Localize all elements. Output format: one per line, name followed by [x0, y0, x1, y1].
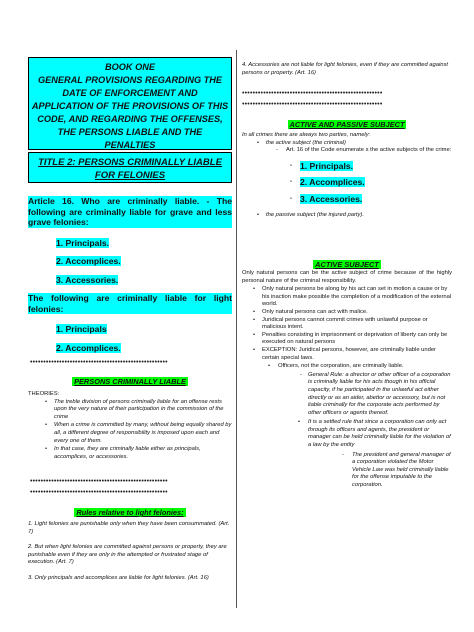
active-subject-item: • the active subject (the criminal): [254, 140, 452, 148]
president-note-item: - The president and general manager of a corporation violated the Motor Vehicle Law was held criminally liable for the offense imputable to the corporation.: [342, 451, 451, 489]
heading-line: APPLICATION OF THE PROVISIONS OF THIS: [31, 101, 229, 111]
list-item: 2. Accomplices.: [300, 177, 365, 188]
section-title-persons-criminally-liable: PERSONS CRIMINALLY LIABLE: [74, 377, 186, 386]
rule-item: 4. Accessories are not liable for light felonies, even if they are committed against persons or property. (Art. 16): [242, 62, 449, 76]
theories-block: [28, 391, 232, 461]
theory-bullet: • When a crime is committed by many, without being equally shared by all, a different degree of responsibility is imposed upon each and every one of them.: [42, 422, 232, 445]
left-column: [28, 0, 232, 632]
officers-item: • Officers, not the corporation, are criminally liable.: [268, 363, 404, 370]
general-rule-item: - General Rule: a director or other officer of a corporation is criminally liable for his acts though in his official capacity, if he participated in the unlawful act either directly or as an aider, abettor or accessory, but is not liable criminally for the corporate acts performed by other officers or agents thereof.: [300, 371, 451, 416]
natural-persons-paragraph: Only natural persons can be the active subject of crime because of the highly personal nature of the criminal responsibility.: [242, 270, 452, 284]
heading-line: DATE OF ENFORCEMENT AND: [62, 88, 198, 98]
theories-label: THEORIES:: [28, 391, 60, 397]
heading-line: BOOK ONE: [104, 62, 156, 72]
heading-line: THE PERSONS LIABLE AND THE PENALTIES: [57, 127, 203, 150]
list-item: 1. Principals.: [56, 237, 110, 248]
passive-subject-item: • the passive subject (the injured party).: [254, 212, 452, 220]
dotted-separator: •••••••••••••••••••••••••••••••••••••••••••••••••••••: [242, 90, 383, 97]
dotted-separator: ••••••••••••••••••••••••••••••••••••••••••••••••••••: [30, 478, 168, 485]
list-item: 2. Accomplices.: [56, 342, 121, 353]
column-divider: [236, 50, 237, 608]
list-item: 3. Accessories.: [56, 274, 119, 285]
heading-line: CODE, AND REGARDING THE OFFENSES,: [37, 114, 223, 124]
dotted-separator: ••••••••••••••••••••••••••••••••••••••••••••••••••••: [30, 359, 168, 366]
natural-bullet: • Penalties consisting in imprisonment or deprivation of liberty can only be executed on natural persons: [250, 332, 452, 347]
title-2-text: TITLE 2: PERSONS CRIMINALLY LIABLE FOR FELONIES: [38, 157, 222, 181]
list-item: 2. Accomplices.: [56, 256, 121, 266]
dotted-separator: •••••••••••••••••••••••••••••••••••••••••••••••••••••: [242, 101, 383, 108]
section-title-light-felonies-rules: Rules relative to light felonies:: [76, 508, 184, 517]
book-one-heading: [28, 57, 232, 150]
section-title-active-passive-subject: ACTIVE AND PASSIVE SUBJECT: [289, 120, 405, 129]
parties-block: In all crimes there are always two parties, namely: • the active subject (the criminal) - Art. 16 of the Code enumerate s the active subjects of the crime: - 1. Principals. - 2. Accomplices. - 3. Accessories. • the passive subject (the injured party).: [242, 132, 452, 220]
natural-bullet: • EXCEPTION: Juridical persons, however, are criminally liable under certain special laws.: [250, 347, 452, 362]
parties-intro: In all crimes there are always two parties, namely:: [242, 132, 371, 138]
list-item: 3. Accessories.: [300, 193, 363, 204]
rule-item: 1. Light felonies are punishable only when they have been consummated. (Art. 7): [28, 521, 230, 535]
light-felonies-heading: The following are criminally liable for light felonies:: [28, 293, 232, 314]
rules-list: [28, 521, 232, 583]
natural-bullet: • Juridical persons cannot commit crimes with unlawful purpose or malicious intent.: [250, 317, 452, 332]
natural-bullet: • Only natural persons can act with malice.: [250, 309, 452, 317]
list-item: 1. Principals.: [300, 160, 354, 171]
section-title-active-subject: ACTIVE SUBJECT: [315, 260, 379, 269]
settled-rule-item: • It is a settled rule that since a corporation can only act through its officers and agents, the president or manager can be held criminally liable for the violation of a law by the entity: [298, 419, 451, 449]
art16-enumeration: - Art. 16 of the Code enumerate s the active subjects of the crime:: [276, 147, 452, 154]
title-2-heading: [28, 152, 232, 183]
rule-item: 2. But when light felonies are committed against persons or property, they are punishable even if they are only in the attempted or frustrated stage of execution. (Art. 7): [28, 544, 227, 566]
active-subject-block: [242, 270, 452, 490]
article-16-heading: Article 16. Who are criminally liable. - The following are criminally liable for grave and less grave felonies:: [28, 196, 232, 227]
rule-item: 3. Only principals and accomplices are liable for light felonies. (Art. 16): [28, 574, 209, 581]
list-item: 1. Principals: [56, 324, 107, 334]
heading-line: GENERAL PROVISIONS REGARDING THE: [37, 75, 223, 85]
natural-bullet: • Only natural persons be along by his act can set in motion a cause or by his inaction make possible the completion of a modification of the external world.: [250, 286, 452, 309]
article-16-block: [28, 196, 232, 361]
theory-bullet: • In that case, they are criminally liable either as principals, accomplices, or accessories.: [42, 446, 232, 461]
right-column: [242, 0, 452, 632]
theory-bullet: • The treble division of persons criminally liable for an offense rests upon the very nature of their participation in the commission of the crime: [42, 399, 232, 422]
dotted-separator: ••••••••••••••••••••••••••••••••••••••••••••••••••••: [30, 489, 168, 496]
